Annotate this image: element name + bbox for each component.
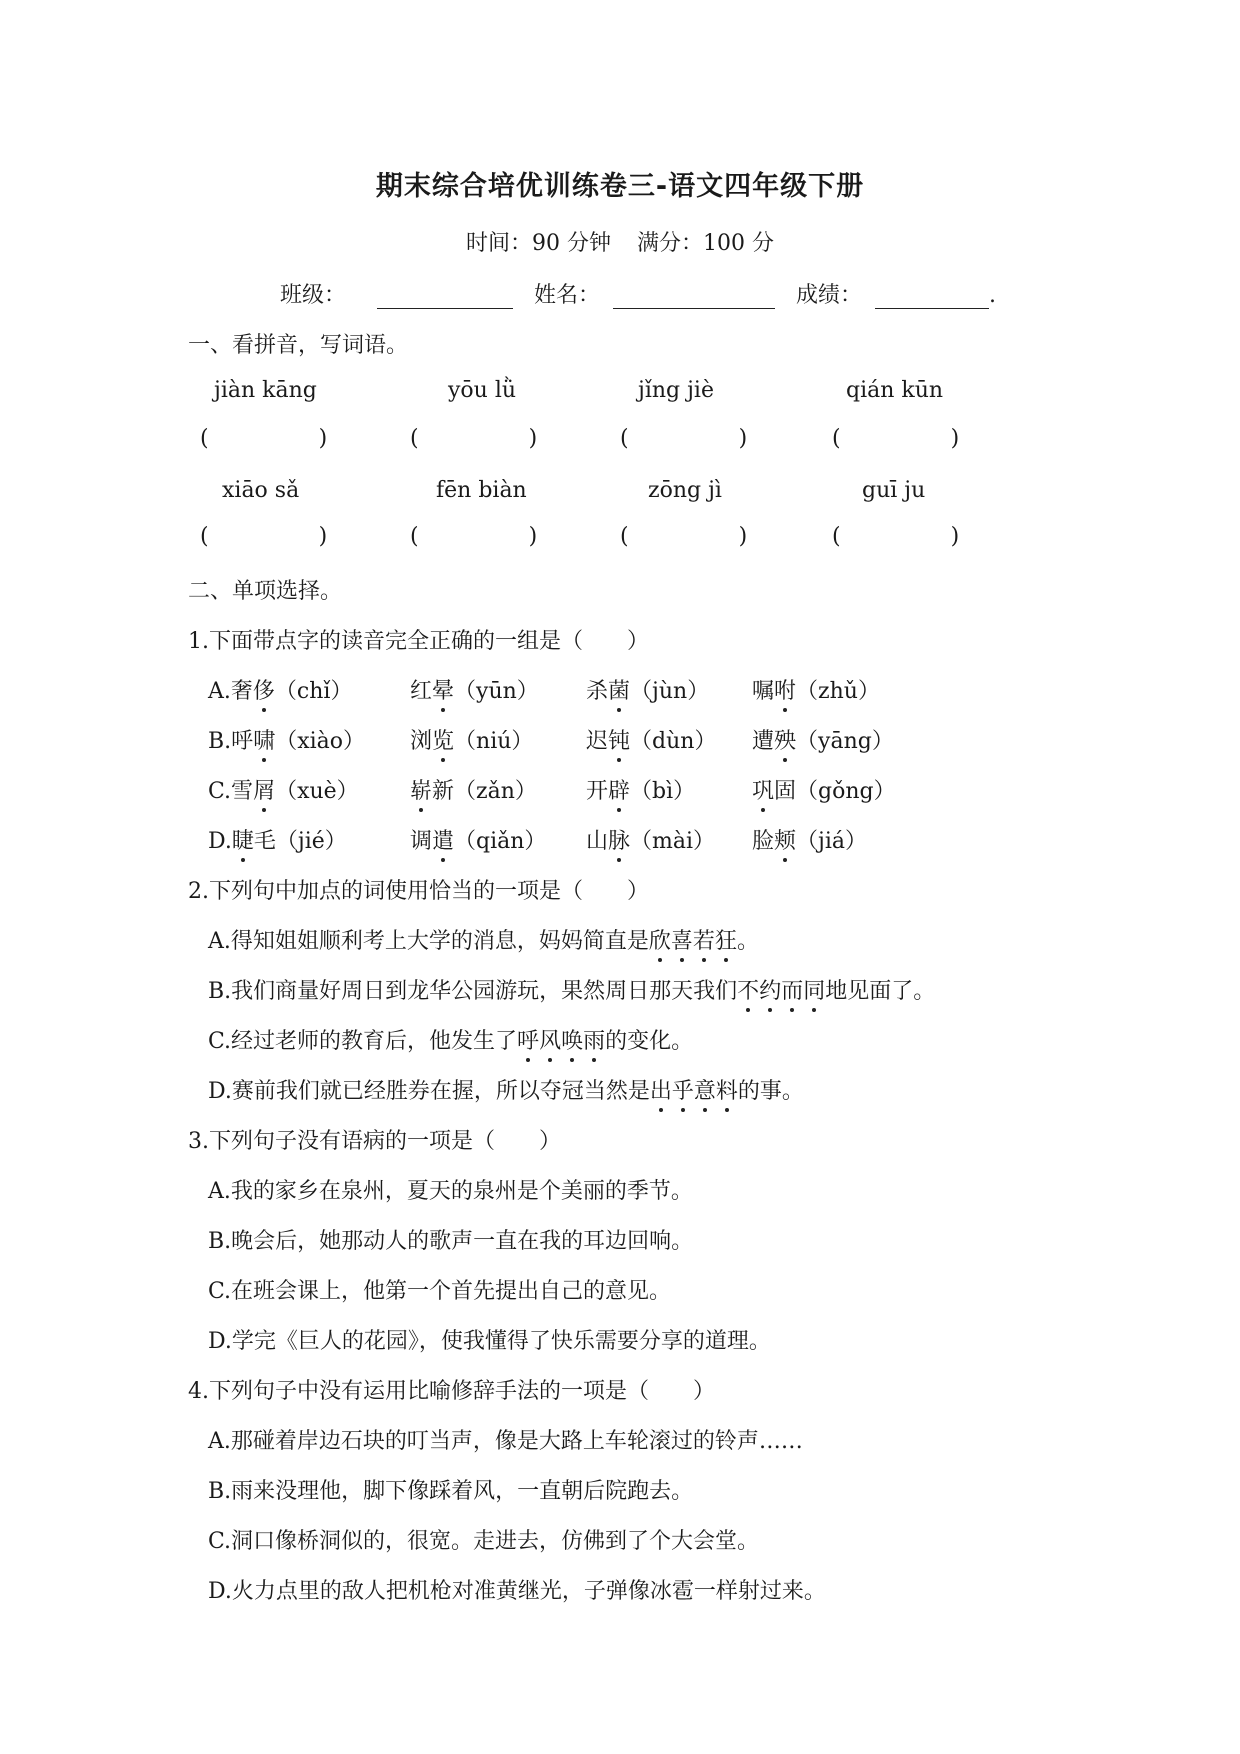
dotted-character: 殃 <box>774 724 796 755</box>
dotted-character: 钝 <box>608 724 630 755</box>
dotted-character: 若 <box>693 924 715 955</box>
question-2-option-b[interactable] <box>208 974 935 1005</box>
score-blank[interactable] <box>875 284 989 309</box>
option-letter: B. <box>208 729 232 754</box>
dotted-character: 崭 <box>410 774 432 805</box>
option-letter: D. <box>208 829 232 854</box>
option-text: D.赛前我们就已经胜券在握，所以夺冠当然是 <box>208 1079 650 1104</box>
time-limit: 时间：90 分钟 <box>466 231 611 256</box>
word-part: 杀 <box>586 679 609 704</box>
dotted-character: 风 <box>539 1024 561 1055</box>
pinyin-reading: （jùn） <box>630 679 710 704</box>
option-letter: C. <box>208 779 232 804</box>
word-part: 山 <box>586 829 609 854</box>
question-1-option-b-item-2 <box>410 724 533 755</box>
pinyin-reading: 固（gǒng） <box>774 779 896 804</box>
question-3-option-b[interactable]: B.晚会后，她那动人的歌声一直在我的耳边回响。 <box>208 1229 694 1254</box>
word-part: 呼 <box>231 729 254 754</box>
question-4-option-b[interactable]: B.雨来没理他，脚下像踩着风，一直朝后院跑去。 <box>208 1479 694 1504</box>
dotted-character: 狂 <box>715 924 737 955</box>
dotted-character: 料 <box>716 1074 738 1105</box>
word-part: 奢 <box>230 679 253 704</box>
class-blank[interactable] <box>377 284 513 309</box>
word-part: 红 <box>410 679 433 704</box>
dotted-character: 遣 <box>432 824 454 855</box>
dotted-character: 呼 <box>517 1024 539 1055</box>
pinyin-reading: （chǐ） <box>274 679 353 704</box>
option-text-end: 地见面了。 <box>825 979 936 1004</box>
name-blank[interactable] <box>613 284 775 309</box>
answer-box-8[interactable]: ( ) <box>832 524 960 549</box>
full-score: 满分：100 分 <box>637 231 774 256</box>
pinyin-reading: （zhǔ） <box>796 679 880 704</box>
pinyin-4: qián kūn <box>846 378 944 403</box>
word-part: 开 <box>586 779 609 804</box>
pinyin-5: xiāo sǎ <box>222 478 300 503</box>
dotted-character: 意 <box>694 1074 716 1105</box>
option-text-end: 的事。 <box>737 1079 804 1104</box>
question-1-option-a-item-3 <box>586 674 709 705</box>
question-3-option-a[interactable]: A.我的家乡在泉州，夏天的泉州是个美丽的季节。 <box>208 1179 693 1204</box>
answer-box-4[interactable]: ( ) <box>832 426 960 451</box>
pinyin-1: jiàn kāng <box>214 378 317 403</box>
dotted-character: 啸 <box>253 724 275 755</box>
answer-box-6[interactable]: ( ) <box>410 524 538 549</box>
question-4-option-c[interactable]: C.洞口像桥洞似的，很宽。走进去，仿佛到了个大会堂。 <box>208 1529 760 1554</box>
pinyin-2: yōu lǜ <box>448 378 517 403</box>
dotted-character: 不 <box>737 974 759 1005</box>
dotted-character: 约 <box>759 974 781 1005</box>
score-label: 成绩： <box>796 283 863 308</box>
dotted-character: 辟 <box>608 774 630 805</box>
dotted-character: 巩 <box>752 774 774 805</box>
question-2-option-d[interactable] <box>208 1074 804 1105</box>
pinyin-reading: 毛（jié） <box>253 829 347 854</box>
dotted-character: 颊 <box>774 824 796 855</box>
pinyin-reading: （yāng） <box>796 729 894 754</box>
word-part: 嘱 <box>752 679 775 704</box>
word-part: 浏 <box>410 729 433 754</box>
option-text-end: 。 <box>736 929 759 954</box>
question-2-option-c[interactable] <box>208 1024 693 1055</box>
word-part: 脸 <box>752 829 775 854</box>
word-part: 雪 <box>231 779 254 804</box>
student-info-row <box>280 278 996 309</box>
pinyin-reading: （niú） <box>454 729 534 754</box>
question-1-option-a-item-2 <box>410 674 539 705</box>
question-1-stem: 1.下面带点字的读音完全正确的一组是（ ） <box>188 629 649 654</box>
pinyin-reading: （yūn） <box>454 679 539 704</box>
page-title: 期末综合培优训练卷三-语文四年级下册 <box>375 171 865 202</box>
question-1-option-c-item-2 <box>410 774 537 805</box>
dotted-character: 同 <box>803 974 825 1005</box>
question-2-stem: 2.下列句中加点的词使用恰当的一项是（ ） <box>188 879 649 904</box>
question-1-option-b-item-1[interactable] <box>208 724 365 755</box>
pinyin-reading: （dùn） <box>630 729 717 754</box>
exam-meta <box>0 226 1240 257</box>
dotted-character: 菌 <box>608 674 630 705</box>
dotted-character: 欣 <box>649 924 671 955</box>
dotted-idiom <box>517 1029 605 1054</box>
dotted-idiom <box>650 1079 738 1104</box>
pinyin-reading: （mài） <box>630 829 716 854</box>
word-part: 调 <box>410 829 433 854</box>
class-label: 班级： <box>280 283 347 308</box>
word-part: 迟 <box>586 729 609 754</box>
option-text-end: 的变化。 <box>605 1029 694 1054</box>
dotted-character: 睫 <box>232 824 254 855</box>
question-1-option-d-item-4 <box>752 824 867 855</box>
question-4-option-d[interactable]: D.火力点里的敌人把机枪对准黄继光，子弹像冰雹一样射过来。 <box>208 1579 826 1604</box>
dotted-character: 脉 <box>608 824 630 855</box>
question-3-stem: 3.下列句子没有语病的一项是（ ） <box>188 1129 561 1154</box>
question-1-option-c-item-4 <box>752 774 896 805</box>
section-1-title: 一、看拼音，写词语。 <box>188 333 409 358</box>
answer-box-7[interactable]: ( ) <box>620 524 748 549</box>
dotted-character: 出 <box>650 1074 672 1105</box>
pinyin-reading: （xiào） <box>275 729 366 754</box>
dotted-character: 雨 <box>583 1024 605 1055</box>
question-2-option-a[interactable] <box>208 924 759 955</box>
question-3-option-c[interactable]: C.在班会课上，他第一个首先提出自己的意见。 <box>208 1279 672 1304</box>
question-3-option-d[interactable]: D.学完《巨人的花园》，使我懂得了快乐需要分享的道理。 <box>208 1329 771 1354</box>
question-1-option-b-item-4 <box>752 724 894 755</box>
section-2-title: 二、单项选择。 <box>188 579 343 604</box>
question-1-option-b-item-3 <box>586 724 716 755</box>
name-label: 姓名： <box>534 283 601 308</box>
pinyin-reading: （bì） <box>630 779 696 804</box>
question-1-option-c-item-1[interactable] <box>208 774 359 805</box>
dotted-character: 喜 <box>671 924 693 955</box>
question-1-option-a-item-1[interactable] <box>208 674 352 705</box>
question-4-stem: 4.下列句子中没有运用比喻修辞手法的一项是（ ） <box>188 1379 715 1404</box>
pinyin-3: jǐng jiè <box>638 378 714 403</box>
question-4-option-a[interactable]: A.那碰着岸边石块的叮当声，像是大路上车轮滚过的铃声…… <box>208 1429 803 1454</box>
option-letter: A. <box>208 679 231 704</box>
answer-box-2[interactable]: ( ) <box>410 426 538 451</box>
pinyin-reading: （qiǎn） <box>454 829 547 854</box>
dotted-character: 览 <box>432 724 454 755</box>
word-part: 遭 <box>752 729 775 754</box>
question-1-option-a-item-4 <box>752 674 880 705</box>
dotted-idiom <box>649 929 737 954</box>
end-mark: . <box>989 283 997 308</box>
dotted-character: 咐 <box>774 674 796 705</box>
dotted-character: 乎 <box>672 1074 694 1105</box>
pinyin-6: fēn biàn <box>436 478 527 503</box>
dotted-character: 晕 <box>432 674 454 705</box>
answer-box-1[interactable]: ( ) <box>200 426 328 451</box>
dotted-character: 唤 <box>561 1024 583 1055</box>
answer-box-3[interactable]: ( ) <box>620 426 748 451</box>
question-1-option-c-item-3 <box>586 774 695 805</box>
question-1-option-d-item-2 <box>410 824 546 855</box>
dotted-idiom <box>737 979 825 1004</box>
option-text: A.得知姐姐顺利考上大学的消息，妈妈简直是 <box>208 929 649 954</box>
dotted-character: 而 <box>781 974 803 1005</box>
question-1-option-d-item-1[interactable] <box>208 824 347 855</box>
option-text: B.我们商量好周日到龙华公园游玩，果然周日那天我们 <box>208 979 738 1004</box>
pinyin-7: zōng jì <box>648 478 722 503</box>
pinyin-reading: （xuè） <box>275 779 359 804</box>
question-1-option-d-item-3 <box>586 824 715 855</box>
answer-box-5[interactable]: ( ) <box>200 524 328 549</box>
dotted-character: 侈 <box>253 674 275 705</box>
option-text: C.经过老师的教育后，他发生了 <box>208 1029 518 1054</box>
pinyin-8: guī ju <box>862 478 926 503</box>
pinyin-reading: 新（zǎn） <box>432 779 537 804</box>
pinyin-reading: （jiá） <box>796 829 868 854</box>
dotted-character: 屑 <box>253 774 275 805</box>
